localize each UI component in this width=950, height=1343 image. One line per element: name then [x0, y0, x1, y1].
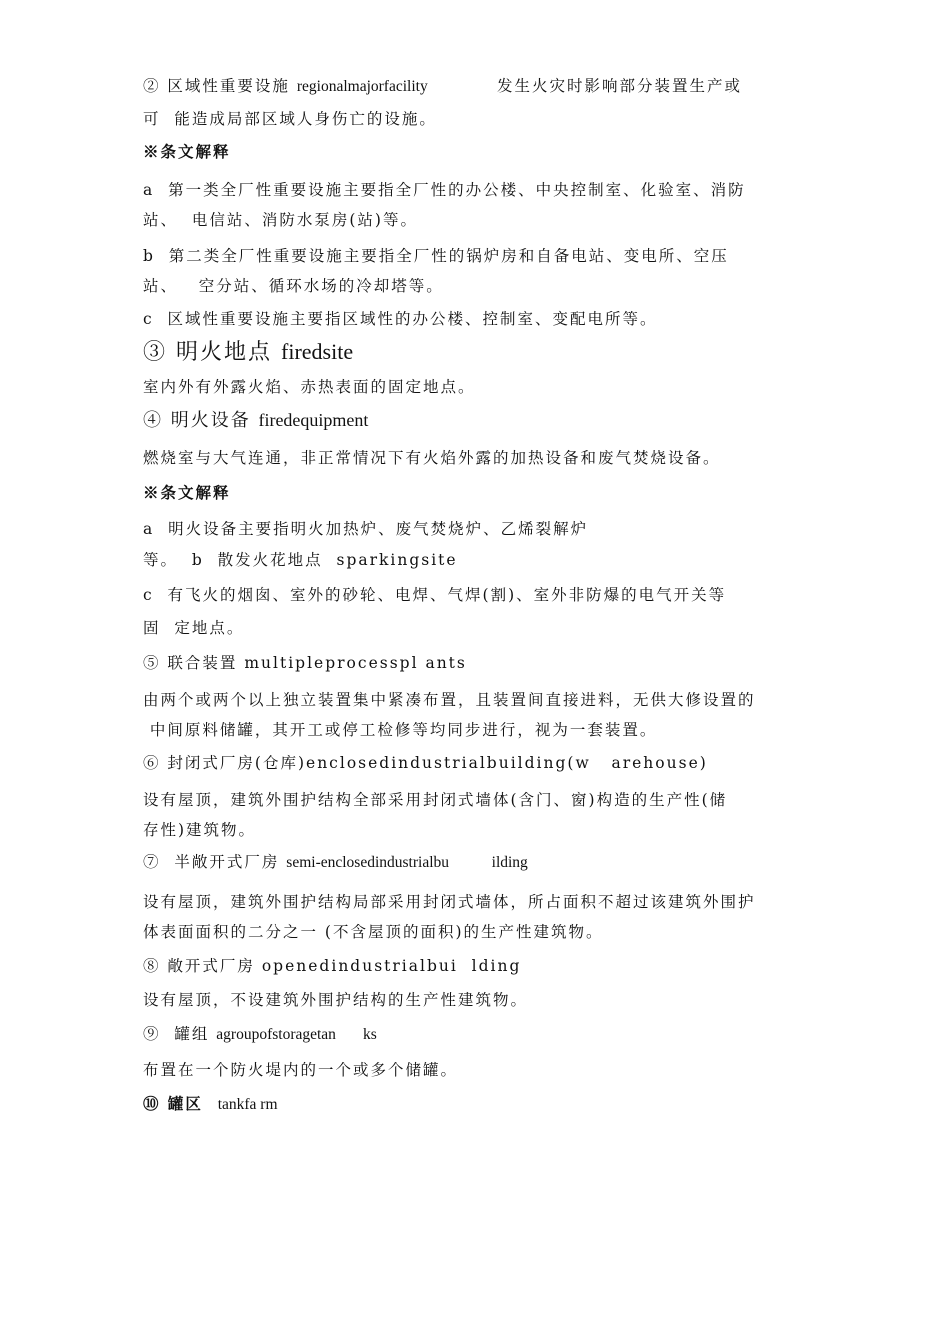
- text-line-5: b 第二类全厂性重要设施主要指全厂性的锅炉房和自备电站、变电所、空压: [143, 247, 729, 265]
- text-line-12: c 有飞火的烟囱、室外的砂轮、电焊、气焊(割)、室外非防爆的电气开关等: [143, 586, 727, 604]
- text-line-15: 中间原料储罐，其开工或停工检修等均同步进行，视为一套装置。: [143, 721, 658, 739]
- term-heading: ⑧ 敞开式厂房 openedindustrialbui lding: [143, 957, 522, 975]
- text-line-1: ② 区域性重要设施 regionalmajorfacility 发生火灾时影响部分装置生产或: [143, 77, 742, 95]
- text-line-3: a 第一类全厂性重要设施主要指全厂性的办公楼、中央控制室、化验室、消防: [143, 181, 746, 199]
- section-heading: ※条文解释: [143, 483, 231, 502]
- text-line-18: 设有屋顶，建筑外围护结构局部采用封闭式墙体，所占面积不超过该建筑外围护: [143, 893, 756, 911]
- term-heading: ⑩ 罐区 tankfa rm: [143, 1094, 278, 1113]
- term-heading: ⑤ 联合装置 multipleprocesspl ants: [143, 654, 467, 672]
- term-heading: ③ 明火地点 firedsite: [143, 339, 354, 365]
- term-heading: ④ 明火设备 firedequipment: [143, 410, 369, 431]
- text-line-10: a 明火设备主要指明火加热炉、废气焚烧炉、乙烯裂解炉: [143, 520, 589, 538]
- text-line-16: 设有屋顶，建筑外围护结构全部采用封闭式墙体(含门、窗)构造的生产性(储: [143, 791, 728, 809]
- text-line-14: 由两个或两个以上独立装置集中紧凑布置，且装置间直接进料，无供大修设置的: [143, 691, 756, 709]
- text-line-2: 可 能造成局部区域人身伤亡的设施。: [143, 110, 437, 128]
- text-line-13: 固 定地点。: [143, 619, 245, 637]
- text-line-11: 等。 b 散发火花地点 sparkingsite: [143, 551, 458, 569]
- text-line-7: c 区域性重要设施主要指区域性的办公楼、控制室、变配电所等。: [143, 310, 658, 328]
- term-heading: ⑨ 罐组 agroupofstoragetan ks: [143, 1025, 377, 1043]
- text-line-6: 站、 空分站、循环水场的冷却塔等。: [143, 277, 444, 295]
- text-line-20: 设有屋顶，不设建筑外围护结构的生产性建筑物。: [143, 991, 529, 1009]
- text-line-8: 室内外有外露火焰、赤热表面的固定地点。: [143, 378, 476, 396]
- term-heading: ⑦ 半敞开式厂房 semi-enclosedindustrialbu ilding: [143, 853, 528, 871]
- text-line-17: 存性)建筑物。: [143, 821, 257, 839]
- text-line-19: 体表面面积的二分之一 (不含屋顶的面积)的生产性建筑物。: [143, 923, 604, 941]
- term-heading: ⑥ 封闭式厂房(仓库)enclosedindustrialbuilding(w arehouse): [143, 754, 708, 772]
- section-heading: ※条文解释: [143, 142, 231, 161]
- text-line-9: 燃烧室与大气连通，非正常情况下有火焰外露的加热设备和废气焚烧设备。: [143, 449, 721, 467]
- text-line-4: 站、 电信站、消防水泵房(站)等。: [143, 211, 418, 229]
- text-line-21: 布置在一个防火堤内的一个或多个储罐。: [143, 1061, 459, 1079]
